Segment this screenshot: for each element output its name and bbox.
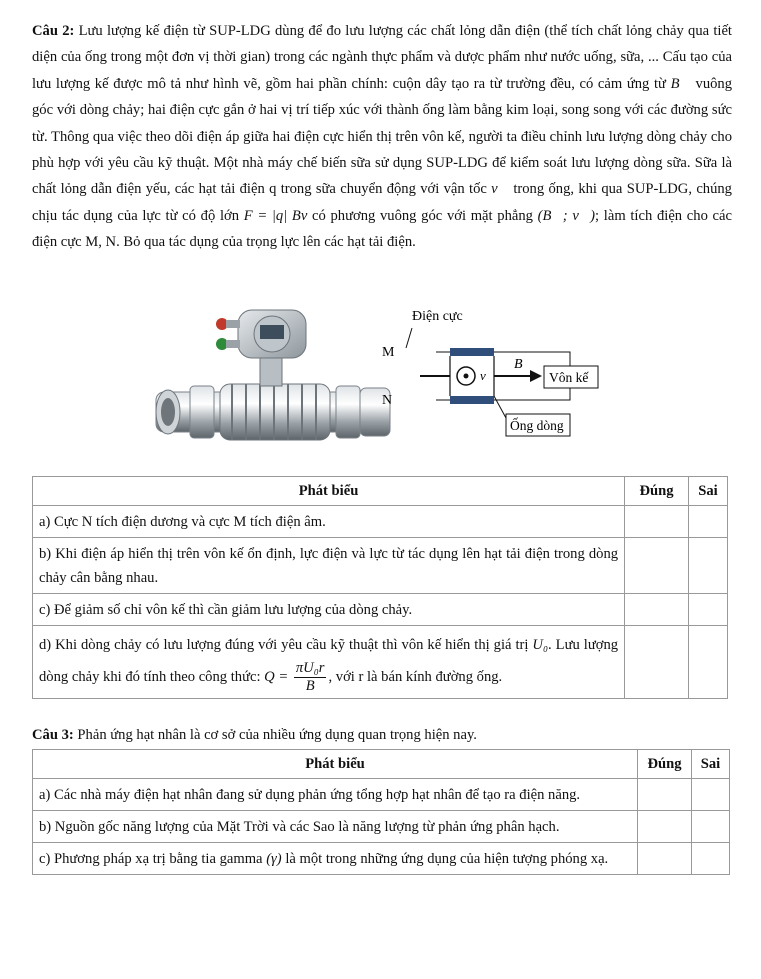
fraction-denominator: B [305,678,315,694]
answer-false-b[interactable] [689,538,728,594]
q3-intro: Phản ứng hạt nhân là cơ sở của nhiều ứng dụng quan trọng hiện nay. [77,727,477,743]
flowmeter-figure [150,300,620,468]
table-row [33,779,730,811]
fraction-numerator: πU₀r [295,660,325,676]
symbol-gamma: (γ) [266,851,282,867]
pipe-label: Ống dòng [510,418,564,433]
answer-false-c[interactable] [689,594,728,626]
statement-b: b) Khi điện áp hiển thị trên vôn kế ổn định, lực điện và lực từ tác dụng lên hạt tải điện trong dòng chảy cân bằng nhau. [33,538,625,594]
answer-true-d[interactable] [625,626,689,699]
table-row [33,626,728,699]
statement-d-part1: d) Khi dòng chảy có lưu lượng đúng với yêu cầu kỹ thuật thì vôn kế hiển thị giá trị [39,637,529,653]
table-row [33,811,730,843]
q2-intro-e: ; làm tích điện cho các điện cực M, N. Bỏ qua tác dụng của trọng lực lên các hạt tải điện. [32,207,732,251]
statement-a: a) Các nhà máy điện hạt nhân đang sử dụng phản ứng tổng hợp hạt nhân để tạo ra điện năng. [33,779,638,811]
question-2-table [32,476,728,699]
electrode-title: Điện cực [412,309,463,324]
statement-d [33,626,625,699]
answer-true-b[interactable] [625,538,689,594]
formula-fraction [294,660,327,695]
force-formula: F = |q| Bv [243,207,308,224]
question-3-table [32,749,730,875]
symbol-B: B⃗ [670,75,691,92]
statement-c-part1: c) Phương pháp xạ trị bằng tia gamma [39,851,263,867]
question-3-label: Câu 3: [32,727,74,743]
statement-c [33,843,638,875]
header-true: Đúng [625,477,689,506]
question-2-text [32,18,732,256]
schematic-diagram [382,309,598,436]
q2-intro-c: trong ống, khi qua SUP-LDG, chúng chịu tác dụng của lực từ có độ lớn [32,181,732,224]
answer-true-c[interactable] [625,594,689,626]
statement-c: c) Để giảm số chỉ vôn kế thì cần giảm lưu lượng của dòng chảy. [33,594,625,626]
table-header [33,477,728,506]
question-2-label: Câu 2: [32,23,75,39]
q2-intro-a: Lưu lượng kế điện từ SUP-LDG dùng để đo lưu lượng các chất lỏng dẫn điện (thể tích chất lỏng chảy qua tiết diện của ống trong một đơn vị thời gian) trong các ngành thực phẩm và dược phẩm như nước uống, sữa, ... Cấu tạo của lưu lượng kế được mô tả như hình vẽ, gồm hai phần chính: cuộn dây tạo ra từ trường đều, có cảm ứng từ [32,23,732,92]
answer-false-d[interactable] [689,626,728,699]
table-header [33,750,730,779]
header-true: Đúng [638,750,692,779]
statement-c-part2: là một trong những ứng dụng của hiện tượng phóng xạ. [285,851,609,867]
q2-intro-b: vuông góc với dòng chảy; hai điện cực gắn ở hai vị trí tiếp xúc với thành ống làm bằng kim loại, song song với các đường sức từ. Thông qua việc theo dõi điện áp giữa hai điện cực hiển thị trên vôn kế, người ta điều chỉnh lưu lượng dòng chảy cho phù hợp với yêu cầu kỹ thuật. Một nhà máy chế biến sữa sử dụng SUP-LDG để kiểm soát lưu lượng dòng sữa. Sữa là chất lỏng dẫn điện yếu, các hạt tải điện q trong sữa chuyển động với vận tốc [32,75,732,198]
statement-b: b) Nguồn gốc năng lượng của Mặt Trời và các Sao là năng lượng từ phản ứng phân hạch. [33,811,638,843]
symbol-v: v⃗ [491,181,510,198]
electrode-M [450,348,494,356]
header-false: Sai [689,477,728,506]
label-N: N [382,393,393,408]
voltmeter-label: Vôn kế [549,370,589,385]
header-statement: Phát biểu [33,477,625,506]
header-false: Sai [692,750,730,779]
flowmeter-photo [156,310,393,440]
plane-Bv: (B⃗; v⃗) [537,207,596,224]
header-statement: Phát biểu [33,750,638,779]
label-B: B⃗ [514,357,534,372]
answer-true-b[interactable] [638,811,692,843]
symbol-U0: U₀ [532,637,549,653]
answer-false-c[interactable] [692,843,730,875]
table-row [33,843,730,875]
answer-false-a[interactable] [692,779,730,811]
table-row [33,594,728,626]
statement-d-part2: . Lưu lượng dòng chảy khi đó tính theo công thức: [39,637,619,685]
q2-intro-d: có phương vuông góc với mặt phẳng [312,207,533,224]
statement-d-part3: , với r là bán kính đường ống. [328,668,503,685]
label-M: M [382,345,395,360]
electrode-N [450,396,494,404]
answer-true-c[interactable] [638,843,692,875]
question-3-text [32,724,477,746]
answer-true-a[interactable] [638,779,692,811]
answer-true-a[interactable] [625,506,689,538]
label-v: v⃗ [480,368,496,383]
table-row [33,538,728,594]
statement-a: a) Cực N tích điện dương và cực M tích điện âm. [33,506,625,538]
answer-false-b[interactable] [692,811,730,843]
formula-Q: Q = [264,668,289,685]
answer-false-a[interactable] [689,506,728,538]
table-row [33,506,728,538]
